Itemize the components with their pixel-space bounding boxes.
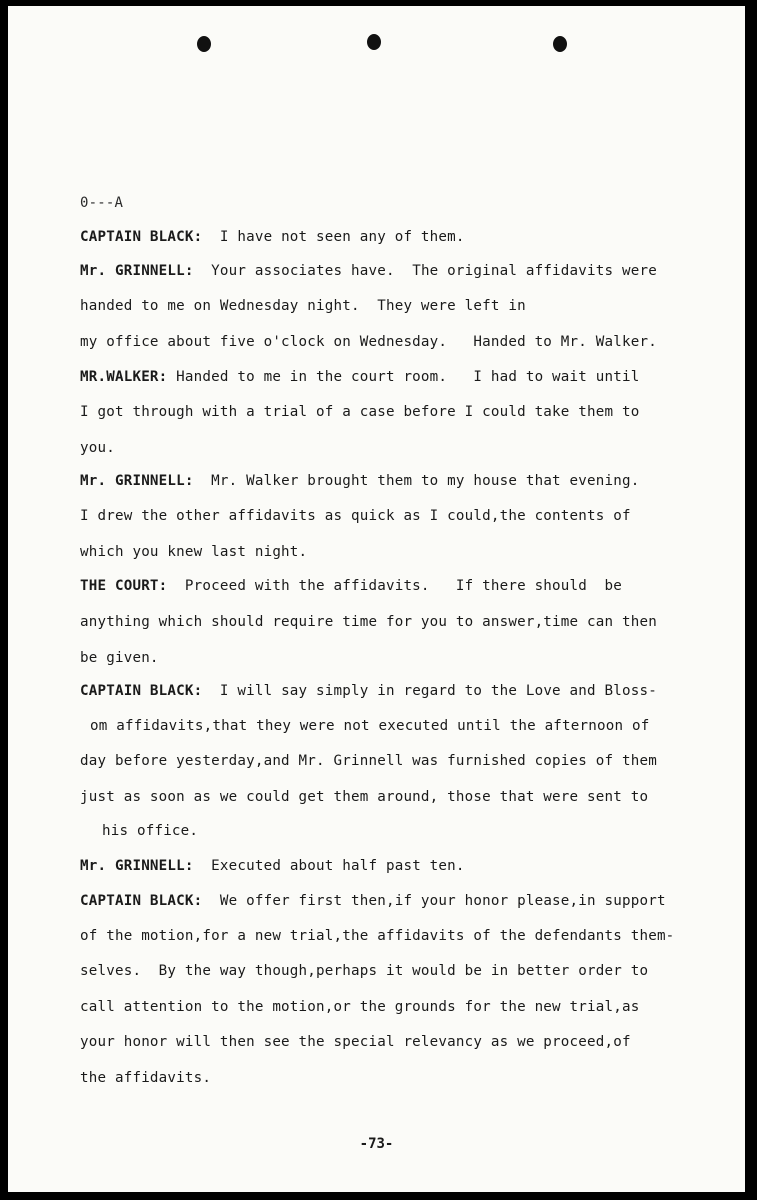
line-text: Proceed with the affidavits. If there should be — [167, 578, 622, 594]
transcript-line — [80, 333, 657, 351]
transcript-line — [80, 1033, 631, 1051]
line-text: call attention to the motion,or the grounds for the new trial,as — [80, 999, 640, 1015]
transcript-line — [80, 998, 639, 1016]
speaker-label: CAPTAIN BLACK: — [80, 893, 203, 909]
transcript-line — [102, 822, 198, 840]
line-text: you. — [80, 440, 115, 456]
line-text: anything which should require time for you to answer,time can then — [80, 614, 657, 630]
transcript-line — [80, 682, 657, 700]
transcript-line — [80, 297, 526, 315]
line-text: I drew the other affidavits as quick as I could,the contents of — [80, 508, 631, 524]
line-text: which you knew last night. — [80, 544, 308, 560]
line-text: his office. — [102, 823, 199, 839]
transcript-line — [80, 507, 631, 525]
line-text: be given. — [80, 650, 159, 666]
line-text: my office about five o'clock on Wednesday. Handed to Mr. Walker. — [80, 334, 657, 350]
punch-hole — [197, 36, 211, 52]
page-number: -73- — [359, 1136, 394, 1152]
line-text: Mr. Walker brought them to my house that evening. — [193, 473, 640, 489]
transcript-line — [80, 403, 639, 421]
transcript-line — [80, 262, 657, 280]
line-text: day before yesterday,and Mr. Grinnell was furnished copies of them — [80, 753, 657, 769]
transcript-line — [80, 927, 674, 945]
line-text: om affidavits,that they were not executed until the afternoon of — [90, 718, 650, 734]
transcript-line — [80, 788, 648, 806]
transcript-line — [80, 577, 622, 595]
transcript-line — [80, 613, 657, 631]
line-text: your honor will then see the special relevancy as we proceed,of — [80, 1034, 631, 1050]
speaker-label: Mr. GRINNELL: — [80, 263, 194, 279]
transcript-line — [80, 892, 666, 910]
transcript-page — [8, 6, 745, 1192]
punch-hole — [553, 36, 567, 52]
transcript-line — [80, 543, 307, 561]
line-text: We offer first then,if your honor please,in support — [202, 893, 666, 909]
speaker-label: Mr. GRINNELL: — [80, 858, 194, 874]
speaker-label: CAPTAIN BLACK: — [80, 229, 203, 245]
line-text: I will say simply in regard to the Love and Bloss- — [202, 683, 657, 699]
transcript-line — [80, 472, 639, 490]
transcript-line — [80, 1069, 211, 1087]
speaker-label: CAPTAIN BLACK: — [80, 683, 203, 699]
speaker-label: THE COURT: — [80, 578, 168, 594]
document-reference: 0---A — [80, 195, 124, 211]
line-text: Handed to me in the court room. I had to wait until — [167, 369, 640, 385]
speaker-label: Mr. GRINNELL: — [80, 473, 194, 489]
line-text: selves. By the way though,perhaps it would be in better order to — [80, 963, 649, 979]
speaker-label: MR.WALKER: — [80, 369, 168, 385]
transcript-line — [80, 752, 657, 770]
line-text: Your associates have. The original affidavits were — [193, 263, 657, 279]
transcript-line — [80, 857, 465, 875]
line-text: the affidavits. — [80, 1070, 212, 1086]
line-text: I have not seen any of them. — [202, 229, 465, 245]
transcript-line — [80, 962, 648, 980]
transcript-line — [90, 717, 649, 735]
transcript-line — [80, 228, 465, 246]
line-text: just as soon as we could get them around, those that were sent to — [80, 789, 649, 805]
punch-hole — [367, 34, 381, 50]
transcript-line — [80, 649, 159, 667]
line-text: of the motion,for a new trial,the affidavits of the defendants them- — [80, 928, 675, 944]
line-text: I got through with a trial of a case before I could take them to — [80, 404, 640, 420]
transcript-line — [80, 439, 115, 457]
transcript-line — [80, 368, 639, 386]
line-text: handed to me on Wednesday night. They were left in — [80, 298, 526, 314]
line-text: Executed about half past ten. — [193, 858, 465, 874]
